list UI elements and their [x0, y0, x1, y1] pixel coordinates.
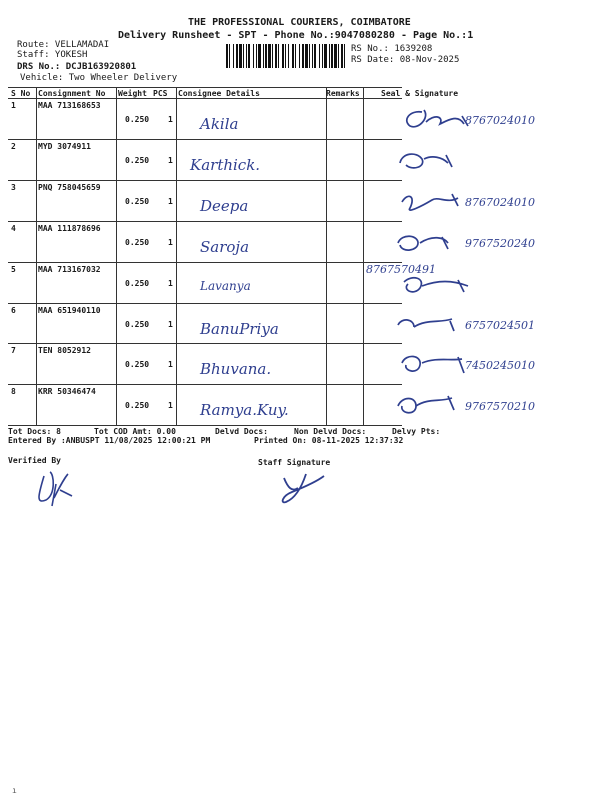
- tot-cod-amt: Tot COD Amt: 0.00: [94, 427, 176, 436]
- row-phone-number: 9767570210: [465, 400, 535, 414]
- row-sno: 2: [11, 141, 16, 151]
- row-consignee-name: Bhuvana.: [200, 360, 272, 379]
- row-pcs: 1: [168, 115, 173, 124]
- row-weight: 0.250: [125, 155, 150, 165]
- row-sno: 1: [11, 101, 16, 110]
- row-weight: 0.250: [125, 278, 150, 288]
- row-consignment-no: MAA 111878696: [38, 223, 101, 233]
- rs-date: RS Date: 08-Nov-2025: [351, 55, 460, 65]
- row-weight: 0.250: [125, 319, 150, 329]
- col-sno: S No: [11, 89, 31, 98]
- col-seal: Seal & Signature: [381, 89, 459, 98]
- row-pcs: 1: [168, 278, 173, 288]
- row-weight: 0.250: [125, 196, 150, 206]
- row-seal-signature: [392, 186, 472, 216]
- row-consignee-name: Karthick.: [190, 155, 261, 174]
- row-consignee-name: Lavanya: [200, 278, 251, 293]
- drs-number: DRS No.: DCJB163920801: [17, 62, 137, 72]
- delvd-docs: Delvd Docs:: [215, 427, 268, 436]
- verified-by-label: Verified By: [8, 456, 61, 465]
- row-sno: 8: [11, 387, 16, 397]
- col-pcs: PCS: [153, 89, 168, 98]
- vehicle-label: Vehicle: Two Wheeler Delivery: [20, 73, 178, 83]
- row-consignment-no: MYD 3074911: [38, 141, 91, 151]
- row-phone-number: 8767024010: [465, 114, 535, 127]
- col-consignment: Consignment No: [38, 89, 106, 98]
- barcode-image: [226, 44, 348, 68]
- delvy-pts: Delvy Pts:: [392, 427, 441, 436]
- row-pcs: 1: [168, 237, 173, 247]
- row-sno: 5: [11, 264, 16, 274]
- row-consignment-no: PNQ 758045659: [38, 182, 101, 192]
- row-seal-signature: [392, 227, 472, 257]
- row-pcs: 1: [168, 360, 173, 370]
- row-sno: 6: [11, 305, 16, 315]
- row-sno: 3: [11, 182, 16, 192]
- row-consignment-no: MAA 713167032: [38, 264, 101, 274]
- row-consignment-no: MAA 713168653: [38, 101, 101, 110]
- runsheet-subtitle: Delivery Runsheet - SPT - Phone No.:9047080280 - Page No.:1: [118, 30, 474, 41]
- row-consignee-name: Deepa: [200, 196, 249, 215]
- col-consignee: Consignee Details: [178, 89, 260, 98]
- row-pcs: 1: [168, 319, 173, 329]
- row-consignee-name: Akila: [200, 115, 239, 133]
- row-weight: 0.250: [125, 401, 150, 411]
- route-label: Route: VELLAMADAI: [17, 40, 110, 50]
- row-weight: 0.250: [125, 115, 150, 124]
- row-pcs: 1: [168, 401, 173, 411]
- verifier-signature: [26, 466, 76, 510]
- staff-label: Staff: YOKESH: [17, 50, 88, 60]
- row-phone-number: 8767570491: [366, 262, 436, 276]
- col-remarks: Remarks: [326, 89, 360, 98]
- row-consignee-name: BanuPriya: [200, 319, 279, 338]
- staff-signature-label: Staff Signature: [258, 458, 331, 467]
- row-consignment-no: TEN 8052912: [38, 346, 91, 356]
- printed-on: Printed On: 08-11-2025 12:37:32: [254, 436, 404, 445]
- row-weight: 0.250: [125, 360, 150, 370]
- row-sno: 4: [11, 223, 16, 233]
- row-consignment-no: KRR 50346474: [38, 387, 96, 397]
- row-consignee-name: Saroja: [200, 237, 250, 256]
- row-phone-number: 8767024010: [465, 195, 535, 209]
- row-consignee-name: Ramya.Kuy.: [200, 401, 289, 420]
- company-title: THE PROFESSIONAL COURIERS, COIMBATORE: [188, 17, 411, 28]
- row-seal-signature: [392, 145, 472, 175]
- row-phone-number: 6757024501: [465, 318, 535, 332]
- row-seal-signature: [392, 349, 472, 379]
- row-pcs: 1: [168, 155, 173, 165]
- row-seal-signature: [392, 104, 472, 134]
- col-weight: Weight: [118, 89, 147, 98]
- row-sno: 7: [11, 346, 16, 356]
- row-phone-number: 9767520240: [465, 236, 535, 250]
- staff-signature: [278, 466, 328, 506]
- row-seal-signature: [392, 309, 472, 339]
- non-delvd-docs: Non Delvd Docs:: [294, 427, 367, 436]
- rs-number: RS No.: 1639208: [351, 44, 433, 54]
- row-pcs: 1: [168, 196, 173, 206]
- row-weight: 0.250: [125, 237, 150, 247]
- row-consignment-no: MAA 651940110: [38, 305, 101, 315]
- tot-docs: Tot Docs: 8: [8, 427, 61, 436]
- entered-by: Entered By :ANBUSPT 11/08/2025 12:00:21 PM: [8, 436, 211, 445]
- row-seal-signature: [392, 390, 472, 420]
- row-phone-number: 7450245010: [465, 359, 535, 373]
- page-mark: ı: [12, 786, 17, 795]
